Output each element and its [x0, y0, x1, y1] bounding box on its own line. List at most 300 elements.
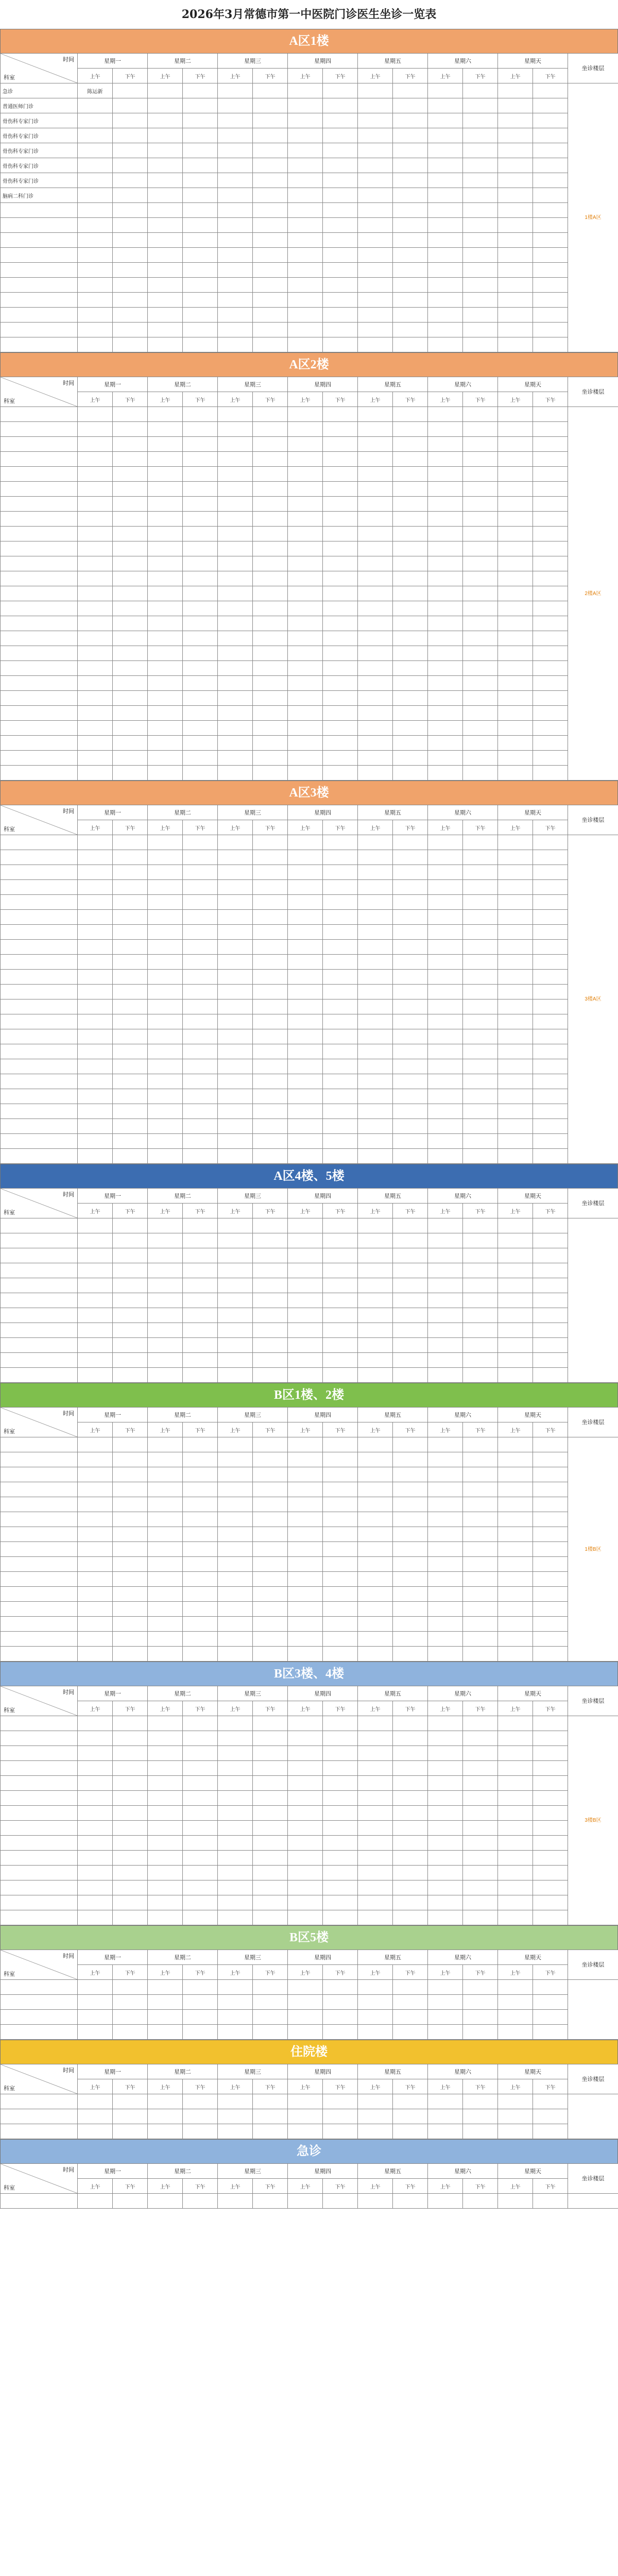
doctor-cell: [533, 1632, 568, 1647]
doctor-cell: [533, 1617, 568, 1632]
doctor-cell: [288, 308, 323, 323]
pm-header: 下午: [533, 69, 568, 83]
schedule-row: [1, 203, 618, 218]
doctor-cell: [533, 1647, 568, 1662]
doctor-cell: [218, 1776, 253, 1791]
doctor-cell: [183, 880, 218, 895]
dept-name: [1, 2010, 78, 2025]
doctor-cell: [393, 482, 428, 497]
doctor-cell: [323, 835, 358, 850]
schedule-row: [1, 1746, 618, 1761]
doctor-cell: [428, 158, 463, 173]
doctor-cell: [183, 512, 218, 527]
doctor-cell: [218, 437, 253, 452]
doctor-cell: [183, 910, 218, 925]
doctor-cell: [358, 497, 393, 512]
doctor-cell: [218, 736, 253, 751]
dept-name: [1, 835, 78, 850]
doctor-cell: [148, 1542, 183, 1557]
doctor-cell: [253, 766, 288, 781]
doctor-cell: [463, 188, 498, 203]
doctor-cell: [463, 1368, 498, 1383]
doctor-cell: [498, 1895, 533, 1910]
doctor-cell: [148, 278, 183, 293]
doctor-cell: [148, 1746, 183, 1761]
doctor-cell: [218, 1149, 253, 1164]
doctor-cell: [183, 527, 218, 541]
doctor-cell: [498, 1821, 533, 1836]
doctor-cell: [148, 835, 183, 850]
doctor-cell: [428, 616, 463, 631]
doctor-cell: [463, 880, 498, 895]
doctor-cell: [218, 1353, 253, 1368]
dept-name: [1, 1029, 78, 1044]
dept-name: 骨伤科专家门诊: [1, 128, 78, 143]
time-dept-header: [1, 1408, 78, 1437]
doctor-cell: [358, 940, 393, 955]
doctor-cell: [183, 1452, 218, 1467]
doctor-cell: [113, 691, 148, 706]
doctor-cell: [428, 98, 463, 113]
doctor-cell: [463, 1278, 498, 1293]
doctor-cell: [498, 1880, 533, 1895]
doctor-cell: [253, 1248, 288, 1263]
doctor-cell: [218, 850, 253, 865]
doctor-cell: [148, 1632, 183, 1647]
doctor-cell: [183, 766, 218, 781]
doctor-cell: [393, 910, 428, 925]
doctor-cell: [218, 143, 253, 158]
doctor-cell: [358, 293, 393, 308]
doctor-cell: [498, 895, 533, 910]
doctor-cell: [428, 422, 463, 437]
doctor-cell: [218, 1836, 253, 1851]
doctor-cell: [218, 1851, 253, 1866]
doctor-cell: [218, 1617, 253, 1632]
dept-name: [1, 1880, 78, 1895]
doctor-cell: [323, 631, 358, 646]
doctor-cell: [498, 865, 533, 880]
pm-header: 下午: [183, 69, 218, 83]
doctor-cell: [498, 437, 533, 452]
doctor-cell: [253, 1632, 288, 1647]
doctor-cell: [533, 263, 568, 278]
doctor-cell: [253, 895, 288, 910]
weekday-header: 星期四: [288, 2064, 358, 2079]
doctor-cell: [78, 1895, 113, 1910]
doctor-cell: [393, 2010, 428, 2025]
doctor-cell: [218, 1452, 253, 1467]
doctor-cell: [428, 1323, 463, 1338]
weekday-header: 星期三: [218, 1686, 288, 1701]
doctor-cell: [113, 437, 148, 452]
doctor-cell: [533, 293, 568, 308]
weekday-header: 星期二: [148, 377, 218, 392]
doctor-cell: [78, 218, 113, 233]
doctor-cell: [253, 571, 288, 586]
doctor-cell: [288, 1512, 323, 1527]
schedule-row: [1, 721, 618, 736]
doctor-cell: [113, 880, 148, 895]
doctor-cell: [218, 2025, 253, 2040]
doctor-cell: [148, 616, 183, 631]
doctor-cell: [78, 1716, 113, 1731]
doctor-cell: [113, 2094, 148, 2109]
doctor-cell: [463, 1119, 498, 1134]
doctor-cell: [498, 1995, 533, 2010]
doctor-cell: [218, 2194, 253, 2209]
doctor-cell: [78, 1497, 113, 1512]
schedule-row: [1, 128, 618, 143]
doctor-cell: [533, 1029, 568, 1044]
doctor-cell: [78, 1263, 113, 1278]
doctor-cell: [393, 113, 428, 128]
doctor-cell: [463, 308, 498, 323]
doctor-cell: [533, 1851, 568, 1866]
doctor-cell: [533, 1587, 568, 1602]
doctor-cell: [288, 865, 323, 880]
doctor-cell: [428, 1134, 463, 1149]
doctor-cell: [288, 113, 323, 128]
schedule-row: [1, 586, 618, 601]
dept-name: [1, 1134, 78, 1149]
doctor-cell: [218, 1044, 253, 1059]
weekday-header: 星期五: [358, 54, 428, 69]
doctor-cell: [533, 1233, 568, 1248]
doctor-cell: [183, 203, 218, 218]
doctor-cell: [113, 278, 148, 293]
doctor-cell: [323, 880, 358, 895]
doctor-cell: [183, 2025, 218, 2040]
schedule-row: [1, 1248, 618, 1263]
doctor-cell: [78, 437, 113, 452]
doctor-cell: [463, 999, 498, 1014]
weekday-header: 星期四: [288, 805, 358, 820]
doctor-cell: [183, 646, 218, 661]
doctor-cell: [428, 1512, 463, 1527]
doctor-cell: [218, 308, 253, 323]
doctor-cell: [323, 1119, 358, 1134]
doctor-cell: [428, 1866, 463, 1880]
doctor-cell: [358, 646, 393, 661]
dept-name: [1, 970, 78, 985]
doctor-cell: [323, 1761, 358, 1776]
doctor-cell: [78, 467, 113, 482]
doctor-cell: [498, 1497, 533, 1512]
doctor-cell: [498, 970, 533, 985]
schedule-row: [1, 188, 618, 203]
doctor-cell: [533, 1059, 568, 1074]
doctor-cell: [323, 1746, 358, 1761]
schedule-table: [0, 805, 618, 1164]
doctor-cell: [358, 1482, 393, 1497]
doctor-cell: [428, 2124, 463, 2139]
schedule-row: [1, 1557, 618, 1572]
doctor-cell: [428, 999, 463, 1014]
floor-tag: 1楼A区: [568, 83, 618, 352]
doctor-cell: [218, 1293, 253, 1308]
doctor-cell: [533, 1602, 568, 1617]
doctor-cell: [533, 143, 568, 158]
doctor-cell: [323, 83, 358, 98]
dept-name: [1, 203, 78, 218]
time-dept-header: [1, 1950, 78, 1980]
doctor-cell: [428, 721, 463, 736]
doctor-cell: [498, 2124, 533, 2139]
doctor-cell: [393, 1746, 428, 1761]
doctor-cell: [183, 556, 218, 571]
schedule-row: [1, 850, 618, 865]
doctor-cell: [288, 1647, 323, 1662]
doctor-cell: [428, 1880, 463, 1895]
doctor-cell: [218, 925, 253, 940]
doctor-cell: 陈运新: [78, 83, 113, 98]
doctor-cell: [78, 586, 113, 601]
doctor-cell: [463, 1467, 498, 1482]
time-header: 时间: [63, 1953, 74, 1959]
doctor-cell: [323, 646, 358, 661]
doctor-cell: [428, 1233, 463, 1248]
schedule-row: [1, 1617, 618, 1632]
weekday-header: 星期三: [218, 1408, 288, 1422]
doctor-cell: [183, 691, 218, 706]
doctor-cell: [393, 1731, 428, 1746]
doctor-cell: [463, 706, 498, 721]
floor-header: 坐诊楼层: [568, 377, 618, 407]
doctor-cell: [78, 541, 113, 556]
schedule-row: [1, 218, 618, 233]
am-header: 上午: [78, 2179, 113, 2194]
doctor-cell: [428, 1263, 463, 1278]
doctor-cell: [78, 1293, 113, 1308]
doctor-cell: [218, 337, 253, 352]
doctor-cell: [428, 1527, 463, 1542]
doctor-cell: [218, 646, 253, 661]
doctor-cell: [218, 766, 253, 781]
doctor-cell: [253, 1731, 288, 1746]
doctor-cell: [288, 1368, 323, 1383]
doctor-cell: [533, 895, 568, 910]
doctor-cell: [358, 203, 393, 218]
doctor-cell: [428, 631, 463, 646]
doctor-cell: [323, 248, 358, 263]
doctor-cell: [148, 736, 183, 751]
doctor-cell: [148, 1527, 183, 1542]
doctor-cell: [288, 999, 323, 1014]
schedule-row: [1, 1059, 618, 1074]
doctor-cell: [148, 173, 183, 188]
schedule-row: [1, 1791, 618, 1806]
doctor-cell: [463, 113, 498, 128]
doctor-cell: [113, 1572, 148, 1587]
doctor-cell: [148, 1044, 183, 1059]
doctor-cell: [113, 1542, 148, 1557]
weekday-header: 星期三: [218, 1189, 288, 1204]
doctor-cell: [78, 835, 113, 850]
doctor-cell: [218, 497, 253, 512]
doctor-cell: [183, 1647, 218, 1662]
doctor-cell: [323, 586, 358, 601]
doctor-cell: [533, 1497, 568, 1512]
doctor-cell: [323, 1995, 358, 2010]
doctor-cell: [113, 2025, 148, 2040]
doctor-cell: [533, 452, 568, 467]
doctor-cell: [148, 218, 183, 233]
doctor-cell: [533, 1293, 568, 1308]
doctor-cell: [253, 1029, 288, 1044]
am-header: 上午: [358, 2179, 393, 2194]
doctor-cell: [428, 940, 463, 955]
schedule-row: [1, 278, 618, 293]
doctor-cell: [218, 512, 253, 527]
doctor-cell: [253, 422, 288, 437]
doctor-cell: [533, 691, 568, 706]
doctor-cell: [113, 1278, 148, 1293]
doctor-cell: [498, 1776, 533, 1791]
doctor-cell: [533, 1731, 568, 1746]
doctor-cell: [463, 422, 498, 437]
doctor-cell: [148, 999, 183, 1014]
dept-name: [1, 1248, 78, 1263]
doctor-cell: [78, 1074, 113, 1089]
doctor-cell: [288, 158, 323, 173]
doctor-cell: [148, 1452, 183, 1467]
doctor-cell: [498, 631, 533, 646]
am-header: 上午: [218, 1204, 253, 1218]
doctor-cell: [498, 541, 533, 556]
doctor-cell: [498, 482, 533, 497]
doctor-cell: [358, 1119, 393, 1134]
doctor-cell: [113, 1338, 148, 1353]
am-header: 上午: [78, 1701, 113, 1716]
doctor-cell: [533, 1895, 568, 1910]
schedule-row: [1, 1512, 618, 1527]
doctor-cell: [218, 98, 253, 113]
pm-header: 下午: [253, 69, 288, 83]
doctor-cell: [498, 1851, 533, 1866]
schedule-row: [1, 233, 618, 248]
doctor-cell: [463, 233, 498, 248]
doctor-cell: [428, 556, 463, 571]
doctor-cell: [253, 452, 288, 467]
doctor-cell: [393, 1895, 428, 1910]
doctor-cell: [323, 1029, 358, 1044]
doctor-cell: [393, 1716, 428, 1731]
doctor-cell: [463, 1149, 498, 1164]
doctor-cell: [463, 203, 498, 218]
doctor-cell: [393, 497, 428, 512]
doctor-cell: [113, 571, 148, 586]
doctor-cell: [358, 1557, 393, 1572]
doctor-cell: [218, 1866, 253, 1880]
schedule-row: [1, 1293, 618, 1308]
doctor-cell: [358, 422, 393, 437]
doctor-cell: [78, 1467, 113, 1482]
doctor-cell: [393, 2109, 428, 2124]
schedule-table: [0, 377, 618, 781]
doctor-cell: [183, 1716, 218, 1731]
am-header: 上午: [78, 69, 113, 83]
doctor-cell: [323, 1134, 358, 1149]
dept-name: [1, 1806, 78, 1821]
doctor-cell: [393, 1149, 428, 1164]
doctor-cell: [533, 1353, 568, 1368]
doctor-cell: [253, 527, 288, 541]
doctor-cell: [253, 955, 288, 970]
doctor-cell: [288, 263, 323, 278]
doctor-cell: [498, 1437, 533, 1452]
doctor-cell: [428, 188, 463, 203]
doctor-cell: [533, 910, 568, 925]
doctor-cell: [288, 407, 323, 422]
dept-name: [1, 1836, 78, 1851]
pm-header: 下午: [463, 1701, 498, 1716]
doctor-cell: [183, 98, 218, 113]
doctor-cell: [218, 601, 253, 616]
am-header: 上午: [148, 1701, 183, 1716]
doctor-cell: [218, 895, 253, 910]
schedule-row: [1, 556, 618, 571]
doctor-cell: [358, 1806, 393, 1821]
pm-header: 下午: [183, 820, 218, 835]
doctor-cell: [218, 880, 253, 895]
doctor-cell: [253, 1134, 288, 1149]
doctor-cell: [358, 571, 393, 586]
doctor-cell: [463, 1437, 498, 1452]
doctor-cell: [288, 1851, 323, 1866]
doctor-cell: [148, 1880, 183, 1895]
doctor-cell: [393, 2124, 428, 2139]
doctor-cell: [323, 422, 358, 437]
doctor-cell: [148, 83, 183, 98]
floor-tag: 1楼B区: [568, 1437, 618, 1662]
doctor-cell: [428, 706, 463, 721]
doctor-cell: [498, 188, 533, 203]
doctor-cell: [463, 1482, 498, 1497]
dept-name: [1, 422, 78, 437]
doctor-cell: [253, 676, 288, 691]
doctor-cell: [393, 850, 428, 865]
doctor-cell: [498, 1647, 533, 1662]
am-header: 上午: [428, 1701, 463, 1716]
doctor-cell: [323, 452, 358, 467]
doctor-cell: [288, 631, 323, 646]
doctor-cell: [288, 985, 323, 999]
doctor-cell: [323, 1587, 358, 1602]
doctor-cell: [78, 512, 113, 527]
doctor-cell: [253, 1338, 288, 1353]
doctor-cell: [358, 1044, 393, 1059]
doctor-cell: [428, 263, 463, 278]
doctor-cell: [323, 955, 358, 970]
doctor-cell: [358, 895, 393, 910]
doctor-cell: [533, 1866, 568, 1880]
doctor-cell: [393, 1059, 428, 1074]
dept-name: [1, 1980, 78, 1995]
pm-header: 下午: [463, 1965, 498, 1980]
doctor-cell: [463, 337, 498, 352]
doctor-cell: [218, 1278, 253, 1293]
doctor-cell: [218, 676, 253, 691]
doctor-cell: [393, 835, 428, 850]
dept-name: [1, 2025, 78, 2040]
am-header: 上午: [358, 1965, 393, 1980]
weekday-header: 星期六: [428, 54, 498, 69]
doctor-cell: [288, 1791, 323, 1806]
doctor-cell: [323, 1632, 358, 1647]
doctor-cell: [253, 1233, 288, 1248]
doctor-cell: [358, 113, 393, 128]
